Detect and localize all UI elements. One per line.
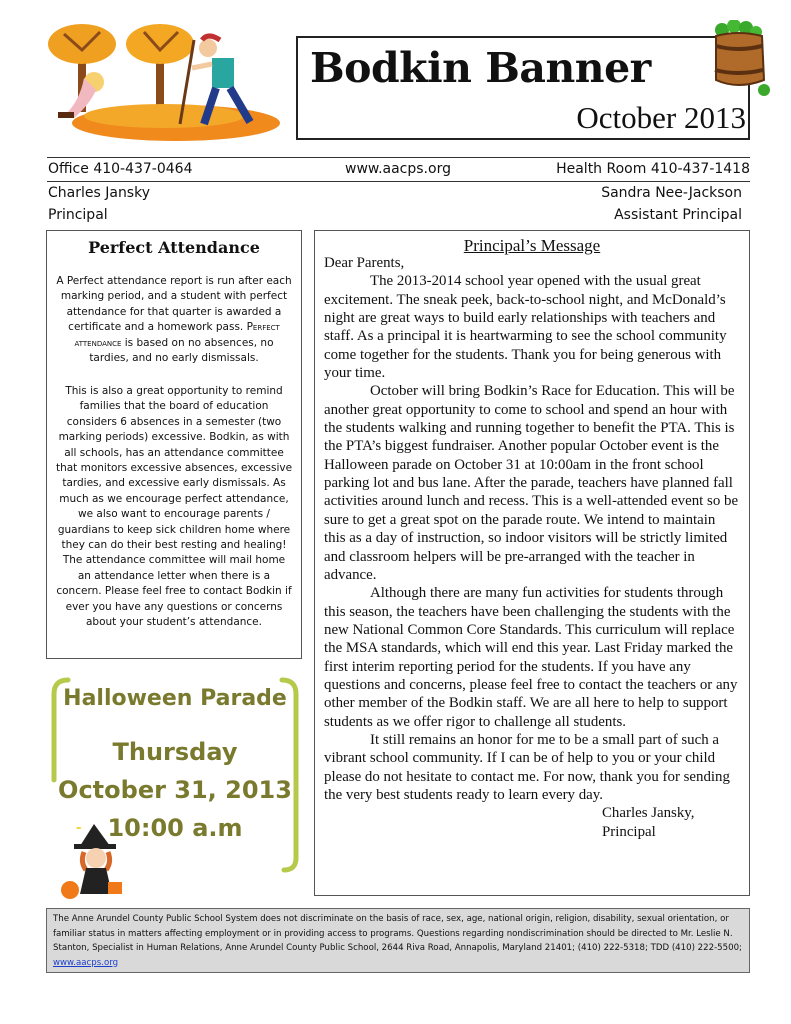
office-phone: Office 410-437-0464: [48, 161, 193, 177]
ap-title: Assistant Principal: [614, 207, 742, 223]
header-rule-bottom: [47, 181, 750, 182]
attendance-paragraph-1: [55, 274, 293, 366]
signature-name: Charles Jansky,: [602, 805, 695, 822]
principal-title: Principal: [48, 207, 108, 223]
parade-title: Halloween Parade: [63, 686, 287, 711]
parade-time: 10:00 a.m: [107, 814, 243, 842]
principal-message-box: [314, 230, 750, 896]
footer-text: The Anne Arundel County Public School System does not discriminate on the basis of race, sex, age, national origin, religion, disability, sexual orientation, or familiar status in matters affecting employment or in providing access to programs. Questions regarding nondiscrimination should be directed to Mr. Leslie N. Stanton, Specialist in Human Relations, Anne Arundel County Public School, 2644 Riva Road, Annapolis, Maryland 21401; (410) 222-5318; TDD (410) 222-5500;: [53, 914, 742, 953]
attendance-p1-text-end: is based on no absences, no tardies, and no early dismissals.: [89, 336, 274, 365]
attendance-box: [46, 230, 302, 659]
pumpkin-icon: [61, 881, 79, 899]
newsletter-title: Bodkin Banner: [310, 44, 651, 92]
masthead-box: [296, 36, 750, 140]
message-paragraph: It still remains an honor for me to be a small part of such a vibrant school community. If I can be of help to you or your child please do not hesitate to contact me. For now, thank you for sending the very best students ready to learn every day.: [324, 731, 730, 803]
message-body: [324, 254, 740, 841]
message-salutation: Dear Parents,: [324, 255, 405, 271]
autumn-leaves-clipart: [44, 20, 288, 148]
parade-date: October 31, 2013: [58, 776, 292, 804]
attendance-p1-text: A Perfect attendance report is run after each marking period, and a student with perfect attendance for that quarter is awarded a certificate and a homework pass.: [56, 275, 292, 334]
message-paragraph: The 2013-2014 school year opened with the usual great excitement. The sneak peek, back-to-school night, and McDonald’s night are great ways to build early relationships with teachers and staff. As a principal it is heartwarming to see the school community come together for the students. Thank you for being generous with your time.: [324, 273, 727, 382]
footer-link[interactable]: www.aacps.org: [53, 957, 119, 968]
ap-name: Sandra Nee-Jackson: [601, 185, 742, 201]
barrel-clipart: [708, 20, 770, 100]
witch-clipart: [56, 822, 128, 902]
attendance-paragraph-2: This is also a great opportunity to remind families that the board of education considers 6 absences in a semester (two marking periods) excessive. Bodkin, as with all schools, has an attendance committee that monitors excessive absences, excessive tardies, and excessive early dismissals. As much as we encourage perfect attendance, we also want to encourage parents / guardians to keep sick children home where they can do their best resting and healing! The attendance committee will mail home an attendance letter when there is a concern. Please feel free to contact Bodkin if ever you have any questions or concerns about your student’s attendance.: [55, 385, 293, 629]
principal-name: Charles Jansky: [48, 185, 150, 201]
attendance-p1-smallcaps: Perfect attendance: [74, 321, 280, 349]
parade-day: Thursday: [112, 738, 238, 766]
attendance-heading: Perfect Attendance: [88, 238, 260, 257]
message-heading: Principal’s Message: [463, 236, 601, 255]
message-paragraph: October will bring Bodkin’s Race for Education. This will be another great opportunity to come to school and spend an hour with the students walking and running together to benefit the PTA. This is the PTA’s biggest fundraiser. Another popular October event is the Halloween parade on October 31 at 10:00am in the front school parking lot and bus lane. After the parade, teachers have planned fall activities around lunch and recess. This is a well-attended event so be sure to get a great spot on the parade route. We intend to maintain this as a day of instruction, so indoor visitors will be strictly limited and classroom helpers will be pre-arranged with the teacher in advance.: [324, 383, 739, 583]
website-text: www.aacps.org: [345, 161, 451, 177]
nondiscrimination-footer: [46, 908, 750, 973]
header-rule-top: [47, 157, 750, 158]
message-paragraph: Although there are many fun activities for students through this season, the teachers have been challenging the students with the new National Common Core Standards. This curriculum will replace the MSA standards, which will end this year. Last Friday marked the first interim reporting period for the students. If you have any questions and concerns, please feel free to contact the teachers or any other member of the Bodkin staff. We are all here to help to support students as we offer rigor to challenge all students.: [324, 585, 738, 730]
newsletter-date: October 2013: [576, 100, 746, 135]
signature-title: Principal: [602, 823, 656, 840]
health-room-phone: Health Room 410-437-1418: [556, 161, 750, 177]
